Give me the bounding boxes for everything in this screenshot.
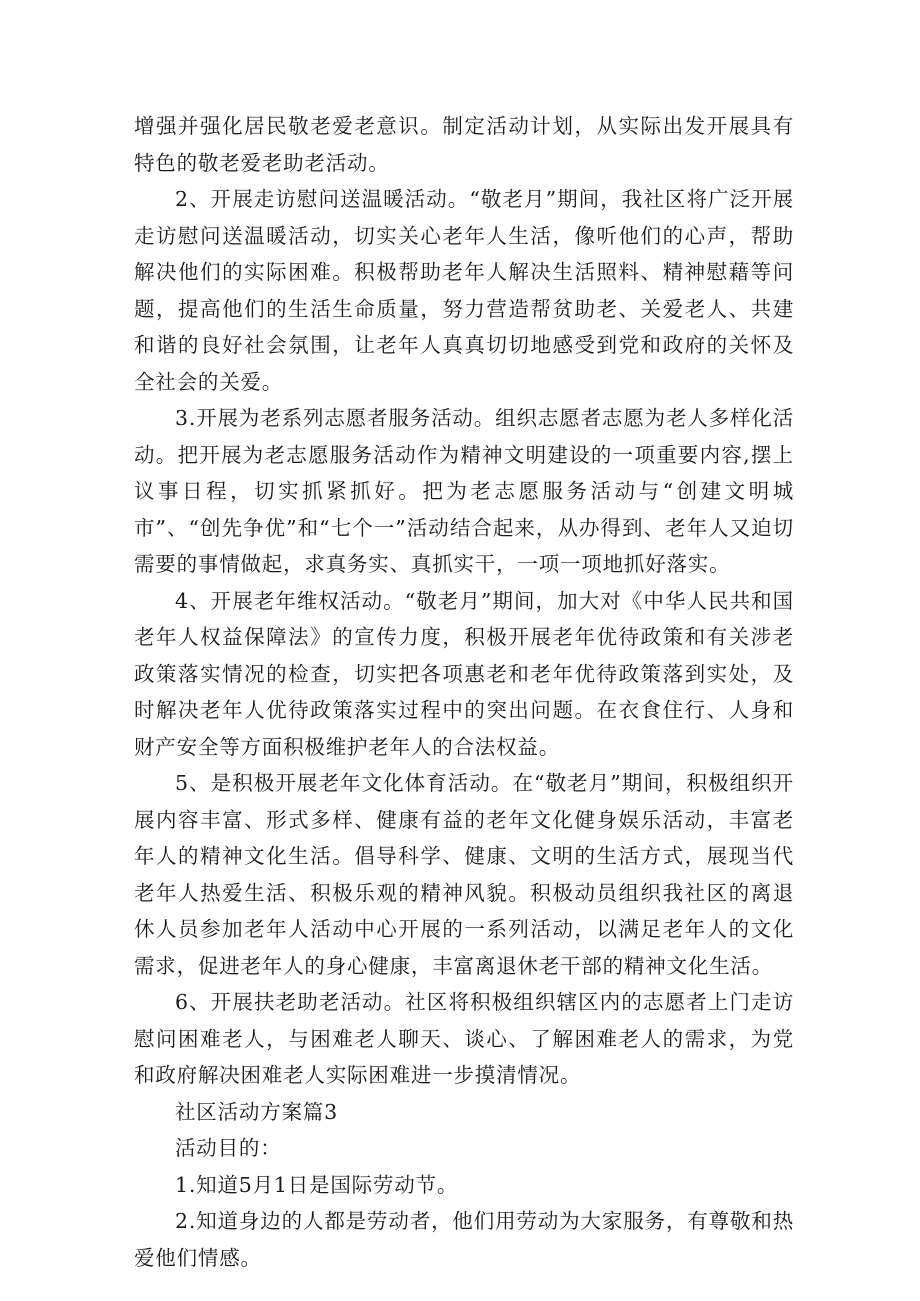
paragraph-item-4: 4、开展老年维权活动。“敬老月”期间，加大对《中华人民共和国老年人权益保障法》的宣传力度，积极开展老年优待政策和有关涉老政策落实情况的检查，切实把各项惠老和老年优待政策落到实处，及时解决老年人优待政策落实过程中的突出问题。在衣食住行、人身和财产安全等方面积极维护老年人的合法权益。 [134, 588, 794, 759]
paragraph-item-2: 2、开展走访慰问送温暖活动。“敬老月”期间，我社区将广泛开展走访慰问送温暖活动，切实关心老年人生活，像听他们的心声，帮助解决他们的实际困难。积极帮助老年人解决生活照料、精神慰藉等问题，提高他们的生活生命质量，努力营造帮贫助老、关爱老人、共建和谐的良好社会氛围，让老年人真真切切地感受到党和政府的关怀及全社会的关爱。 [134, 187, 794, 394]
paragraph-item-6: 6、开展扶老助老活动。社区将积极组织辖区内的志愿者上门走访慰问困难老人，与困难老人聊天、谈心、了解困难老人的需求，为党和政府解决困难老人实际困难进一步摸清情况。 [134, 990, 794, 1087]
purpose-item-2: 2.知道身边的人都是劳动者，他们用劳动为大家服务，有尊敬和热爱他们情感。 [134, 1209, 794, 1270]
paragraph-item-5: 5、是积极开展老年文化体育活动。在“敬老月”期间，积极组织开展内容丰富、形式多样、健康有益的老年文化健身娱乐活动，丰富老年人的精神文化生活。倡导科学、健康、文明的生活方式，展现当代老年人热爱生活、积极乐观的精神风貌。积极动员组织我社区的离退休人员参加老年人活动中心开展的一系列活动，以满足老年人的文化需求，促进老年人的身心健康，丰富离退休老干部的精神文化生活。 [134, 771, 794, 978]
purpose-item-1: 1.知道5月1日是国际劳动节。 [175, 1172, 459, 1197]
document-page [134, 108, 794, 1276]
paragraph-intro: 增强并强化居民敬老爱老意识。制定活动计划，从实际出发开展具有特色的敬老爱老助老活动。 [134, 114, 794, 175]
section-heading: 社区活动方案篇3 [175, 1099, 338, 1124]
purpose-label: 活动目的： [175, 1136, 282, 1160]
paragraph-item-3: 3.开展为老系列志愿者服务活动。组织志愿者志愿为老人多样化活动。把开展为老志愿服务活动作为精神文明建设的一项重要内容,摆上议事日程，切实抓紧抓好。把为老志愿服务活动与“创建文明城市”、“创先争优”和“七个一”活动结合起来，从办得到、老年人又迫切需要的事情做起，求真务实、真抓实干，一项一项地抓好落实。 [134, 406, 794, 576]
